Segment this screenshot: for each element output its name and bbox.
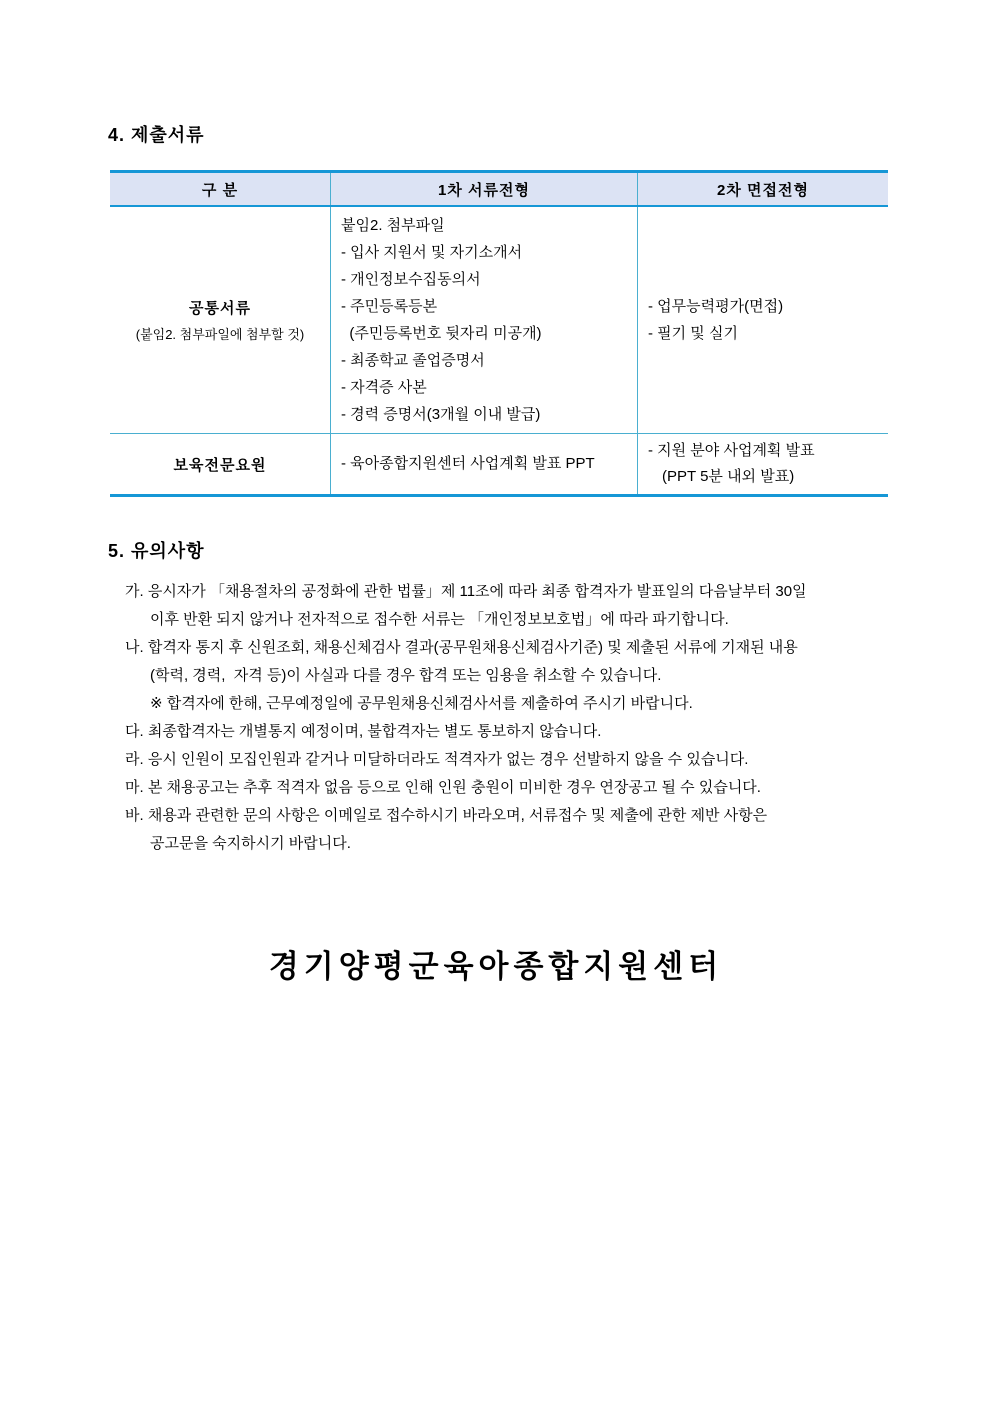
category-label: 보육전문요원 (173, 456, 267, 474)
cell-round2-specialist (637, 434, 888, 494)
table-row-common-documents (110, 207, 888, 434)
note-line: 바. 채용과 관련한 문의 사항은 이메일로 접수하시기 바라오며, 서류접수 및 제출에 관한 제반 사항은 (125, 807, 768, 824)
table-header-row (110, 173, 888, 207)
category-note: (붙임2. 첨부파일에 첨부할 것) (135, 327, 305, 342)
doc-line: - 지원 분야 사업계획 발표 (648, 442, 815, 459)
note-item-na (125, 634, 925, 718)
table-header-round2: 2차 면접전형 (637, 173, 888, 205)
section5-heading: 5. 유의사항 (108, 541, 205, 561)
cell-round2-common (637, 207, 888, 433)
table-header-category: 구 분 (201, 182, 239, 199)
category-label: 공통서류 (189, 300, 251, 317)
note-line: 가. 응시자가 「채용절차의 공정화에 관한 법률」제 11조에 따라 최종 합격자가 발표일의 다음날부터 30일 (125, 583, 807, 600)
doc-line: - 주민등록등본 (341, 298, 438, 315)
cell-category-specialist (110, 434, 330, 494)
doc-line: - 입사 지원서 및 자기소개서 (341, 244, 523, 261)
note-line: 나. 합격자 통지 후 신원조회, 채용신체검사 결과(공무원채용신체검사기준) 및 제출된 서류에 기재된 내용 (125, 639, 798, 656)
cell-round1-specialist (330, 434, 637, 494)
doc-line: (PPT 5분 내외 발표) (662, 468, 795, 485)
doc-line: - 최종학교 졸업증명서 (341, 352, 485, 369)
notes-list (125, 578, 925, 858)
table-header-round1: 1차 서류전형 (330, 173, 637, 205)
doc-line: - 업무능력평가(면접) (648, 298, 784, 315)
table-row-childcare-specialist (110, 434, 888, 494)
note-line: 공고문을 숙지하시기 바랍니다. (150, 835, 351, 852)
doc-line: - 자격증 사본 (341, 379, 427, 396)
note-item-da (125, 718, 925, 746)
doc-line: 붙임2. 첨부파일 (341, 217, 445, 234)
note-item-ga (125, 578, 925, 634)
cell-category-common (110, 207, 330, 433)
doc-line: - 개인정보수집동의서 (341, 271, 481, 288)
doc-line: - 육아종합지원센터 사업계획 발표 PPT (341, 455, 595, 472)
note-line: ※ 합격자에 한해, 근무예정일에 공무원채용신체검사서를 제출하여 주시기 바랍니다. (150, 695, 693, 712)
doc-line: - 경력 증명서(3개월 이내 발급) (341, 406, 541, 423)
note-item-ma (125, 774, 925, 802)
note-line: 마. 본 채용공고는 추후 적격자 없음 등으로 인해 인원 충원이 미비한 경우 연장공고 될 수 있습니다. (125, 779, 761, 796)
note-line: 이후 반환 되지 않거나 전자적으로 접수한 서류는 「개인정보보호법」에 따라 파기합니다. (150, 611, 729, 628)
doc-line: (주민등록번호 뒷자리 미공개) (341, 325, 542, 342)
doc-line: - 필기 및 실기 (648, 325, 738, 342)
organization-name: 경기양평군육아종합지원센터 (268, 949, 724, 984)
submission-documents-table (110, 170, 888, 497)
note-line: (학력, 경력, 자격 등)이 사실과 다를 경우 합격 또는 임용을 취소할 수 있습니다. (150, 667, 662, 684)
note-line: 라. 응시 인원이 모집인원과 같거나 미달하더라도 적격자가 없는 경우 선발하지 않을 수 있습니다. (125, 751, 749, 768)
note-item-ba (125, 802, 925, 858)
note-line: 다. 최종합격자는 개별통지 예정이며, 불합격자는 별도 통보하지 않습니다. (125, 723, 602, 740)
note-item-ra (125, 746, 925, 774)
section4-heading: 4. 제출서류 (108, 125, 205, 145)
cell-round1-common (330, 207, 637, 433)
